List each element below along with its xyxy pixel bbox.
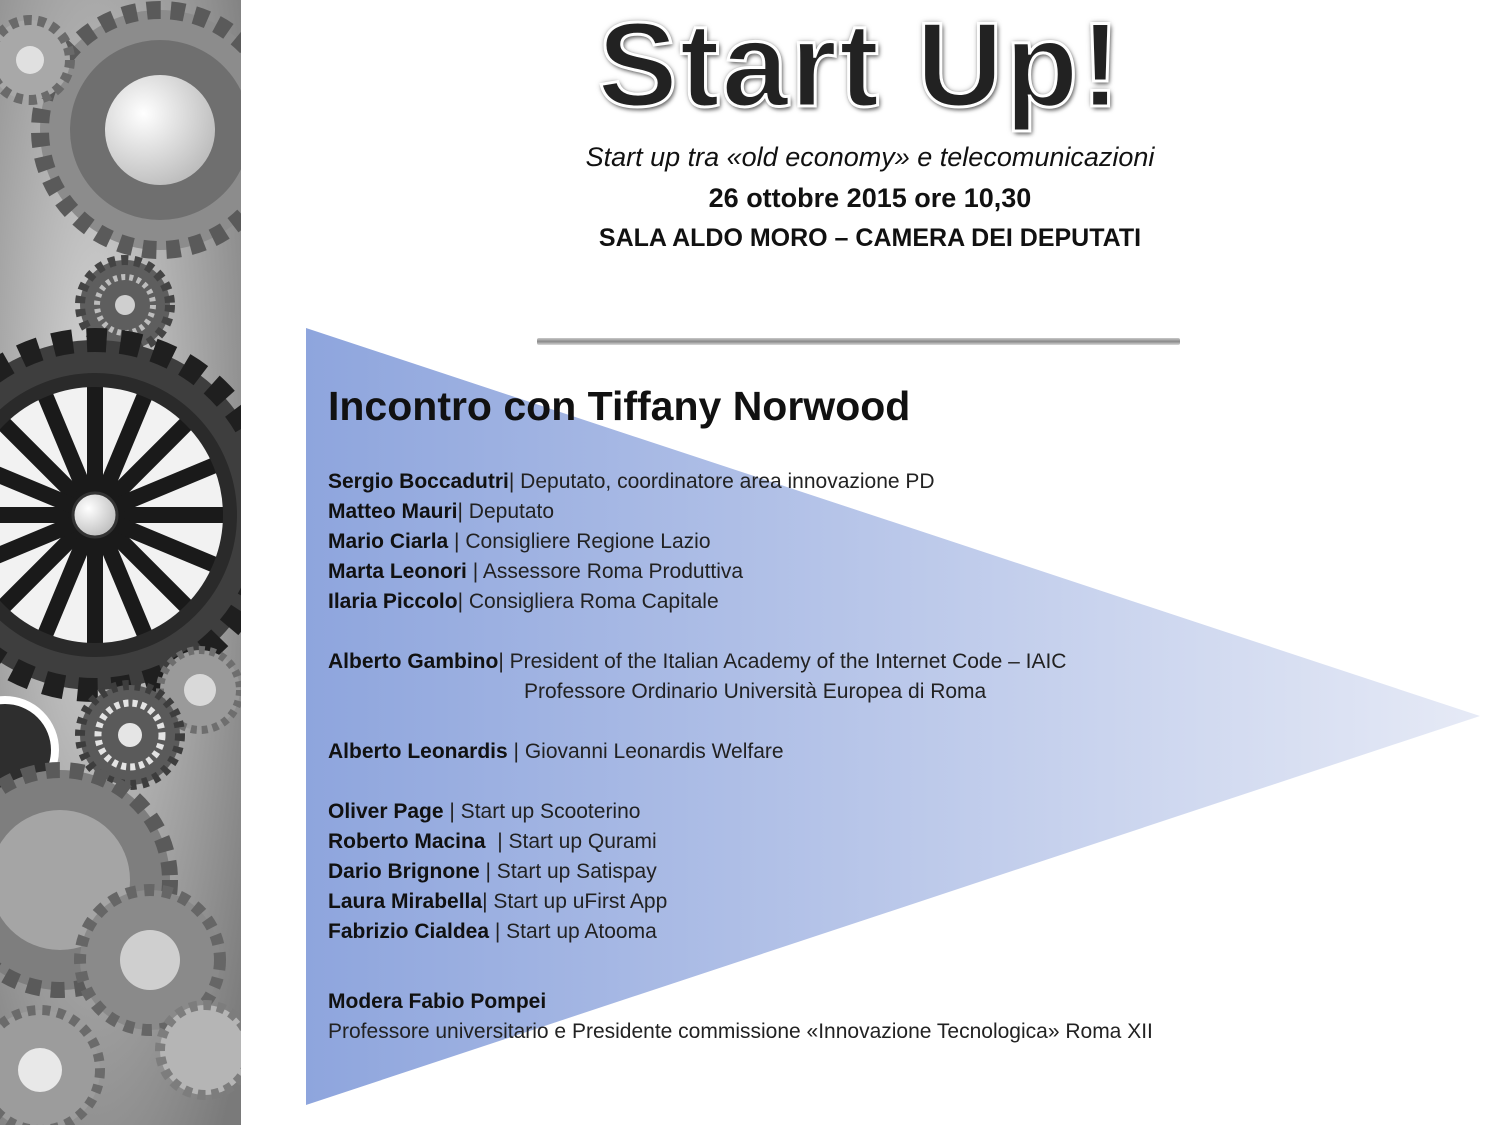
speaker-row: [328, 497, 554, 527]
page-title: Start Up!: [597, 0, 1123, 132]
speaker-row: [328, 587, 719, 617]
speaker-role: | Assessore Roma Produttiva: [466, 560, 744, 583]
speaker-row: [328, 527, 711, 557]
speaker-role-continuation: Professore Ordinario Università Europea di Roma: [524, 680, 987, 703]
speaker-role: | Start up Satispay: [479, 860, 657, 883]
speaker-name: Dario Brignone: [328, 860, 480, 883]
speaker-role: | Deputato: [457, 500, 555, 523]
speaker-row: [328, 557, 743, 587]
speaker-name: Marta Leonori: [328, 560, 467, 583]
moderator-name: Modera Fabio Pompei: [328, 990, 547, 1013]
speaker-role: | Giovanni Leonardis Welfare: [507, 740, 784, 763]
speaker-name: Alberto Gambino: [328, 650, 499, 673]
speaker-role: | President of the Italian Academy of the Internet Code – IAIC: [498, 650, 1067, 673]
speaker-role: | Consigliera Roma Capitale: [457, 590, 719, 613]
speaker-row: [328, 857, 657, 887]
speaker-name: Laura Mirabella: [328, 890, 483, 913]
speaker-role: | Start up Atooma: [489, 920, 657, 943]
speaker-role: | Start up uFirst App: [482, 890, 668, 913]
speaker-name: Fabrizio Cialdea: [328, 920, 490, 943]
speaker-name: Roberto Macina: [328, 830, 486, 853]
speaker-role: | Start up Qurami: [485, 830, 657, 853]
speaker-row: [328, 887, 667, 917]
speaker-row: [328, 647, 1066, 677]
speaker-role: | Deputato, coordinatore area innovazione PD: [508, 470, 935, 493]
speaker-name: Oliver Page: [328, 800, 444, 823]
speaker-name: Mario Ciarla: [328, 530, 449, 553]
event-subtitle: Start up tra «old economy» e telecomunicazioni: [585, 142, 1155, 172]
moderator-description: Professore universitario e Presidente commissione «Innovazione Tecnologica» Roma XII: [328, 1020, 1153, 1043]
event-date: 26 ottobre 2015 ore 10,30: [708, 183, 1032, 213]
speaker-row: [328, 797, 640, 827]
section-heading: Incontro con Tiffany Norwood: [328, 383, 911, 429]
speaker-name: Sergio Boccadutri: [328, 470, 509, 493]
speaker-name: Alberto Leonardis: [328, 740, 508, 763]
header-divider: [537, 338, 1180, 345]
speaker-row: [328, 827, 657, 857]
speaker-role: | Consigliere Regione Lazio: [448, 530, 711, 553]
speaker-role: | Start up Scooterino: [443, 800, 641, 823]
speaker-name: Matteo Mauri: [328, 500, 458, 523]
speaker-name: Ilaria Piccolo: [328, 590, 458, 613]
speaker-row: [328, 737, 784, 767]
event-venue: SALA ALDO MORO – CAMERA DEI DEPUTATI: [598, 224, 1142, 252]
speaker-row: [328, 467, 935, 497]
speaker-row: [328, 917, 657, 947]
